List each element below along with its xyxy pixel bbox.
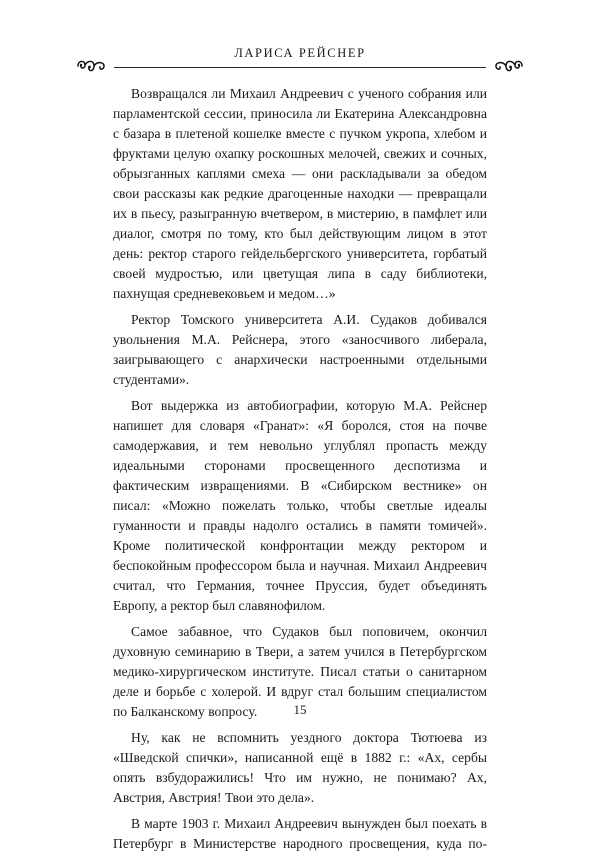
main-text: [113, 84, 487, 860]
running-header: [90, 36, 510, 76]
page-number: 15: [293, 702, 307, 717]
paragraph: Вот выдержка из автобиографии, которую М.А. Рейснер напишет для словаря «Гранат»: «Я боролся, стоя на почве самодержавия, и тем невольно углублял пропасть между идеальными сторонами просвещенного деспотизма и фактическим извращениями. В «Сибирском вестнике» он писал: «Можно пожелать только, чтобы светлые идеалы гуманности и правды надолго остались в памяти томичей». Кроме политической конфронтации между ректором и беспокойным профессором была и научная. Михаил Андреевич считал, что Германия, точнее Пруссия, будет объединять Европу, а ректор был славянофилом.: [113, 398, 487, 613]
paragraph: Самое забавное, что Судаков был поповичем, окончил духовную семинарию в Твери, а затем учился в Петербургском медико-хирургическом институте. Писал статьи о санитарном деле и борьбе с холерой. И вдруг стал большим специалистом по Балканскому вопросу.: [113, 624, 487, 719]
paragraph: Ректор Томского университета А.И. Судаков добивался увольнения М.А. Рейснера, этого «заносчивого либерала, заигрывающего с анархически настроенными отдельными студентами».: [113, 312, 487, 387]
header-title: ЛАРИСА РЕЙСНЕР: [234, 46, 366, 60]
paragraph: Возвращался ли Михаил Андреевич с ученого собрания или парламентской сессии, приносила ли Екатерина Александровна с базара в плетеной кошелке вместе с пучком укропа, хлебом и фруктами целую охапку роскошных мелочей, свежих и сочных, обрызганных каплями смеха — они раскладывали за обедом свои рассказы как редкие драгоценные находки — превращали их в пьесу, разыгранную вчетвером, в мистерию, в памфлет или диалог, смотря по тому, кто был действующим лицом в этот день: ректор старого гейдельбергского университета, горбатый своей мудростью, или цветущая липа в саду библиотеки, пахнущая средневековьем и медом…»: [113, 86, 487, 301]
paragraph: Ну, как не вспомнить уездного доктора Тютюева из «Шведской спички», написанной ещё в 1882 г.: «Ах, сербы опять взбудоражились! Что им нужно, не понимаю? Ах, Австрия, Австрия! Твои это дела».: [113, 730, 487, 805]
header-rule: [114, 67, 486, 68]
scroll-ornament-icon: [494, 56, 524, 76]
paragraph: В марте 1903 г. Михаил Андреевич вынужден был поехать в Петербург в Министерстве народного просвещения, куда по-: [113, 816, 487, 851]
